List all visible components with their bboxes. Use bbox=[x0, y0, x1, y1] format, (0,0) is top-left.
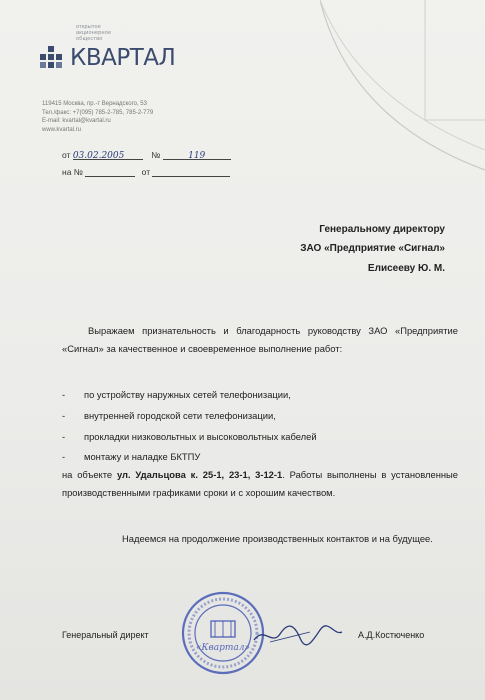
brand-name: КВАРТАЛ bbox=[70, 45, 176, 71]
letter-object-paragraph: на объекте ул. Удальцова к. 25-1, 23-1, 3-12-1. Работы выполнены в установленные производственными графиками сроки и с хорошим качеством. bbox=[62, 469, 458, 498]
corner-graphic bbox=[320, 0, 485, 175]
recipient-company: ЗАО «Предприятие «Сигнал» bbox=[300, 243, 445, 254]
outgoing-ref bbox=[62, 150, 231, 160]
incoming-ref bbox=[62, 167, 230, 177]
signatory-name: А.Д.Костюченко bbox=[358, 630, 425, 640]
recipient-name: Елисееву Ю. М. bbox=[367, 263, 445, 274]
date-prefix: от bbox=[62, 150, 71, 160]
list-item: - по устройству наружных сетей телефонизации, bbox=[62, 389, 291, 400]
company-address bbox=[42, 100, 153, 134]
tagline-line: акционерное bbox=[76, 30, 112, 36]
date-field bbox=[73, 150, 143, 160]
object-address: ул. Удальцова к. 25-1, 23-1, 3-12-1 bbox=[116, 469, 283, 480]
email-line: E-mail: kvartal@kvartal.ru bbox=[42, 118, 111, 125]
date-value: 03.02.2005 bbox=[72, 151, 125, 161]
number-value: 119 bbox=[188, 151, 206, 161]
letter-closing: Надеемся на продолжение производственных контактов и на будущее. bbox=[122, 533, 433, 544]
svg-text:«Квартал»: «Квартал» bbox=[196, 643, 250, 653]
recipient-title: Генеральному директору bbox=[319, 224, 445, 235]
phone-line: Тел./факс: +7(095) 785-2-785, 785-2-779 bbox=[42, 109, 154, 116]
logo-mark-icon bbox=[40, 46, 68, 74]
handwritten-signature-icon bbox=[250, 620, 345, 650]
in-reply-date-field bbox=[152, 167, 230, 177]
in-reply-number-field bbox=[85, 167, 135, 177]
in-reply-from-prefix: от bbox=[141, 167, 151, 177]
list-item: - монтажу и наладке БКТПУ bbox=[62, 451, 201, 462]
in-reply-prefix: на № bbox=[62, 167, 83, 177]
list-item: - внутренней городской сети телефонизации, bbox=[62, 410, 276, 421]
company-logo bbox=[40, 24, 200, 84]
tagline-line: открытое bbox=[76, 24, 102, 30]
number-field bbox=[163, 150, 231, 160]
letter-intro: Выражаем признательность и благодарность руководству ЗАО «Предприятие «Сигнал» за качественное и своевременное выполнение работ: bbox=[62, 325, 458, 354]
tagline-line: общество bbox=[76, 36, 103, 42]
number-prefix: № bbox=[151, 150, 161, 160]
signatory-title: Генеральный директ bbox=[62, 630, 149, 640]
website-line: www.kvartal.ru bbox=[42, 126, 82, 133]
address-line: 119415 Москва, пр.-т Вернадского, 53 bbox=[42, 101, 147, 107]
list-item: - прокладки низковольтных и высоковольтных кабелей bbox=[62, 431, 317, 442]
